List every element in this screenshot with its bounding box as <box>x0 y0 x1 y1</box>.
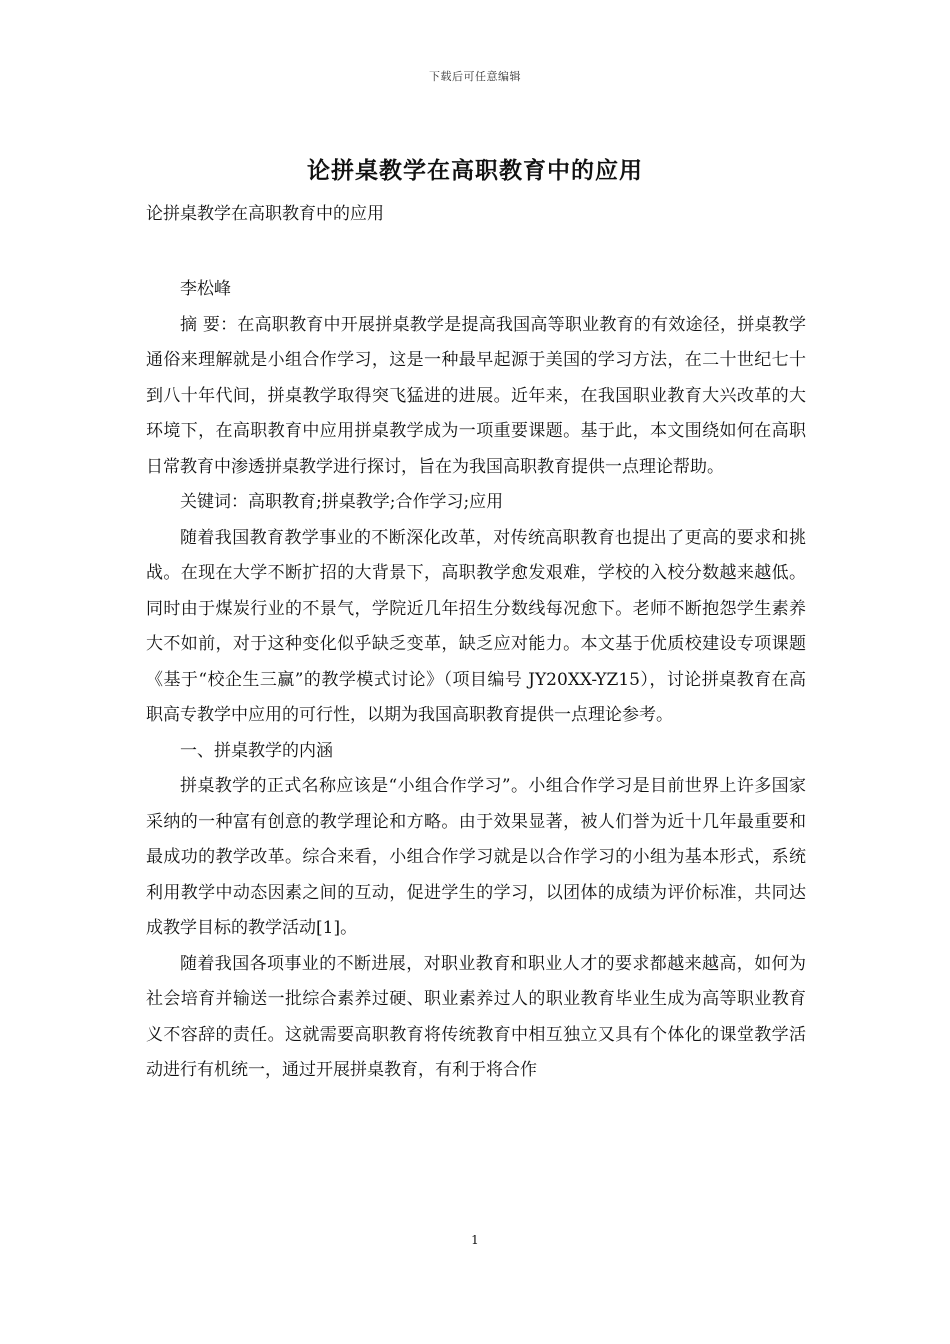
header-note: 下载后可任意编辑 <box>429 70 521 83</box>
page-number: 1 <box>471 1233 479 1247</box>
author-line: 李松峰 <box>180 279 231 299</box>
document-title: 论拼桌教学在高职教育中的应用 <box>307 157 643 184</box>
keywords-paragraph: 关键词：高职教育;拼桌教学;合作学习;应用 <box>180 492 504 512</box>
document-subtitle: 论拼桌教学在高职教育中的应用 <box>146 204 384 224</box>
body-paragraph: 随着我国各项事业的不断进展，对职业教育和职业人才的要求都越来越高，如何为社会培育并输送一批综合素养过硬、职业素养过人的职业教育毕业生成为高等职业教育义不容辞的责任。这就需要高职教育将传统教育中相互独立又具有个体化的课堂教学活动进行有机统一，通过开展拼桌教育，有利于将合作 <box>146 953 806 1080</box>
body-paragraph: 随着我国教育教学事业的不断深化改革，对传统高职教育也提出了更高的要求和挑战。在现在大学不断扩招的大背景下，高职教学愈发艰难，学校的入校分数越来越低。同时由于煤炭行业的不景气，学院近几年招生分数线每况愈下。老师不断抱怨学生素养大不如前，对于这种变化似乎缺乏变革，缺乏应对能力。本文基于优质校建设专项课题《基于“校企生三赢”的教学模式讨论》（项目编号 JY20XX-YZ15），讨论拼桌教育在高职高专教学中应用的可行性，以期为我国高职教育提供一点理论参考。 <box>146 527 806 725</box>
document-body <box>146 272 806 1089</box>
body-paragraph: 拼桌教学的正式名称应该是“小组合作学习”。小组合作学习是目前世界上许多国家采纳的一种富有创意的教学理论和方略。由于效果显著，被人们誉为近十几年最重要和最成功的教学改革。综合来看，小组合作学习就是以合作学习的小组为基本形式，系统利用教学中动态因素之间的互动，促进学生的学习，以团体的成绩为评价标准，共同达成教学目标的教学活动[1]。 <box>146 776 806 938</box>
section-heading: 一、拼桌教学的内涵 <box>180 740 333 761</box>
abstract-paragraph: 摘 要：在高职教育中开展拼桌教学是提高我国高等职业教育的有效途径，拼桌教学通俗来理解就是小组合作学习，这是一种最早起源于美国的学习方法，在二十世纪七十到八十年代间，拼桌教学取得突飞猛进的进展。近年来，在我国职业教育大兴改革的大环境下，在高职教育中应用拼桌教学成为一项重要课题。基于此，本文围绕如何在高职日常教育中渗透拼桌教学进行探讨，旨在为我国高职教育提供一点理论帮助。 <box>146 314 806 477</box>
